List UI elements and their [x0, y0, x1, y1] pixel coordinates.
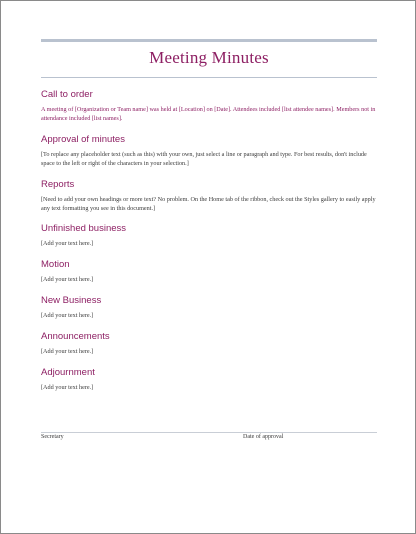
secretary-signature-label[interactable]: Secretary — [41, 434, 64, 440]
top-border-rule — [41, 39, 377, 42]
signature-rule — [41, 432, 377, 433]
section-motion — [41, 259, 377, 295]
section-unfinished-business — [41, 223, 377, 259]
section-body[interactable]: [Add your text here.] — [41, 348, 94, 355]
minutes-content — [41, 89, 377, 403]
section-announcements — [41, 331, 377, 367]
section-heading[interactable]: Motion — [41, 259, 70, 270]
date-of-approval-label[interactable]: Date of approval — [243, 434, 284, 440]
section-body[interactable]: [Add your text here.] — [41, 276, 94, 283]
section-heading[interactable]: New Business — [41, 295, 102, 306]
section-body[interactable]: A meeting of [Organization or Team name] was held at [Location] on [Date]. Attendees included [list attendee names]. Members not in attendance included [list names]. — [41, 106, 376, 122]
section-new-business — [41, 295, 377, 331]
section-adjournment — [41, 367, 377, 403]
section-heading[interactable]: Reports — [41, 179, 75, 190]
section-heading[interactable]: Approval of minutes — [41, 134, 125, 145]
section-body[interactable]: [Add your text here.] — [41, 384, 94, 391]
section-heading[interactable]: Announcements — [41, 331, 110, 342]
section-body[interactable]: [Need to add your own headings or more text? No problem. On the Home tab of the ribbon, check out the Styles gallery to easily apply any text formatting you see in this document.] — [41, 196, 376, 212]
title-divider — [41, 77, 377, 78]
section-heading[interactable]: Adjournment — [41, 367, 95, 378]
page-title[interactable]: Meeting Minutes — [149, 48, 269, 67]
section-body[interactable]: [Add your text here.] — [41, 240, 94, 247]
section-approval-of-minutes — [41, 134, 377, 179]
section-body[interactable]: [To replace any placeholder text (such as this) with your own, just select a line or paragraph and type. For best results, don't include space to the left or right of the characters in your selection.] — [41, 151, 367, 167]
section-call-to-order — [41, 89, 377, 134]
section-reports — [41, 179, 377, 223]
section-body[interactable]: [Add your text here.] — [41, 312, 94, 319]
section-heading[interactable]: Call to order — [41, 89, 93, 100]
section-heading[interactable]: Unfinished business — [41, 223, 127, 234]
